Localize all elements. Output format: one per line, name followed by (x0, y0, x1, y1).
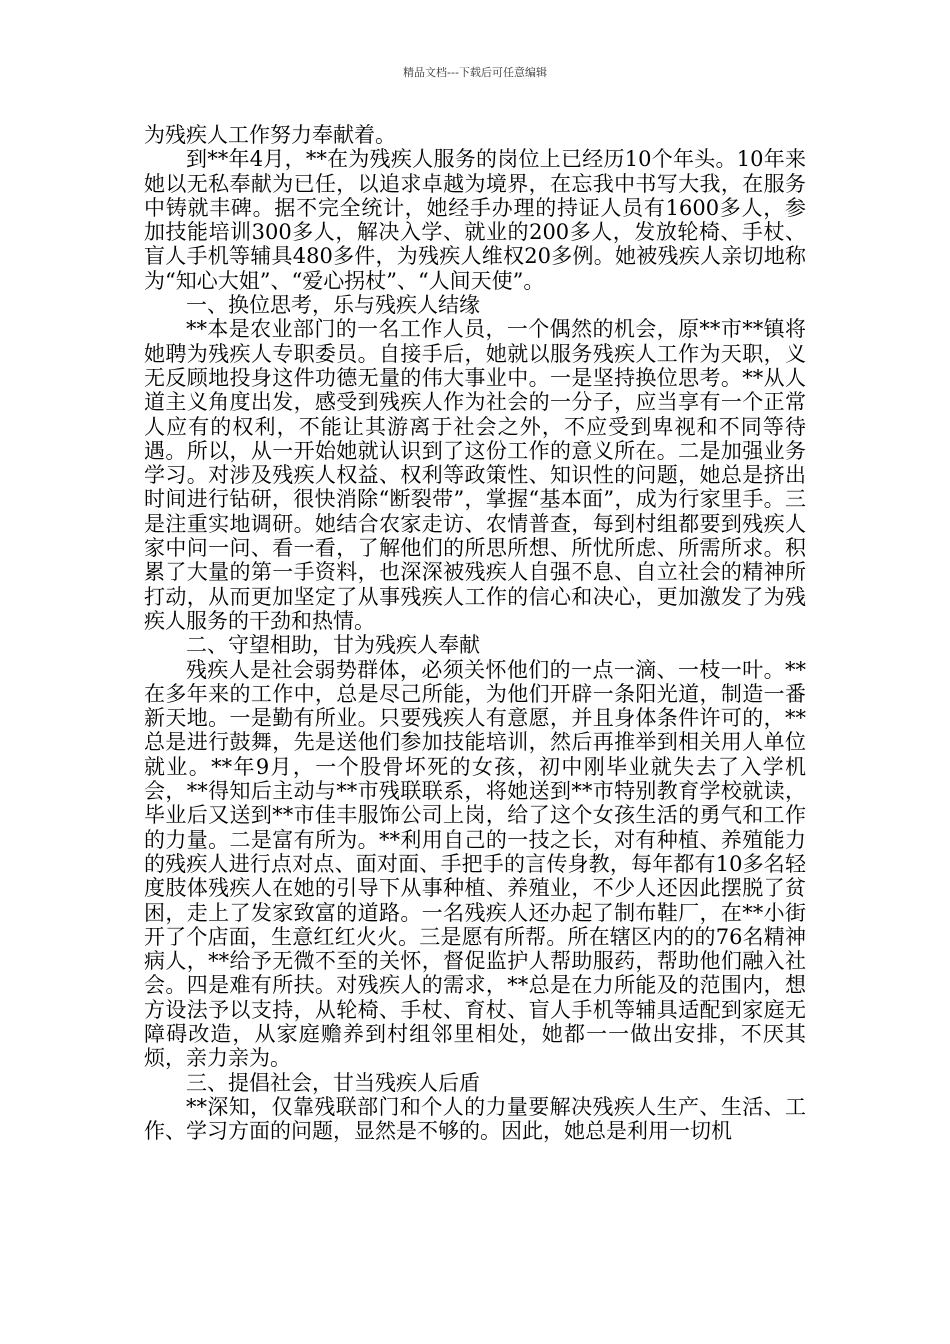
body-paragraph: **深知，仅靠残联部门和个人的力量要解决残疾人生产、生活、工作、学习方面的问题，显然是不够的。因此，她总是利用一切机 (144, 1094, 806, 1144)
body-paragraph: 残疾人是社会弱势群体，必须关怀他们的一点一滴、一枝一叶。**在多年来的工作中，总是尽己所能，为他们开辟一条阳光道，制造一番新天地。一是勤有所业。只要残疾人有意愿，并且身体条件许可的，**总是进行鼓舞，先是送他们参加技能培训，然后再推举到相关用人单位就业。**年9月，一个股骨坏死的女孩，初中刚毕业就失去了入学机会，**得知后主动与**市残联联系，将她送到**市特别教育学校就读，毕业后又送到**市佳丰服饰公司上岗，给了这个女孩生活的勇气和工作的力量。二是富有所为。**利用自己的一技之长，对有种植、养殖能力的残疾人进行点对点、面对面、手把手的言传身教，每年都有10多名轻度肢体残疾人在她的引导下从事种植、养殖业，不少人还因此摆脱了贫困，走上了发家致富的道路。一名残疾人还办起了制布鞋厂，在**小街开了个店面，生意红红火火。三是愿有所帮。所在辖区内的的76名精神病人，**给予无微不至的关怀，督促监护人帮助服药，帮助他们融入社会。四是难有所扶。对残疾人的需求，**总是在力所能及的范围内，想方设法予以支持，从轮椅、手杖、育杖、盲人手机等辅具适配到家庭无障碍改造，从家庭赡养到村组邻里相处，她都一一做出安排，不厌其烦，亲力亲为。 (144, 657, 806, 1071)
body-paragraph: 为残疾人工作努力奉献着。 (144, 123, 396, 147)
section-heading: 三、提倡社会，甘当残疾人后盾 (186, 1070, 480, 1095)
document-body (144, 123, 806, 1143)
body-paragraph: 到**年4月，**在为残疾人服务的岗位上已经历10个年头。10年来她以无私奉献为已任，以追求卓越为境界，在忘我中书写大我，在服务中铸就丰碑。据不完全统计，她经手办理的持证人员有1600多人，参加技能培训300多人，解决入学、就业的200多人，发放轮椅、手杖、盲人手机等辅具480多件，为残疾人维权20多例。她被残疾人亲切地称为“知心大姐”、“爱心拐杖”、“人间天使”。 (144, 147, 806, 293)
section-heading: 二、守望相助，甘为残疾人奉献 (186, 633, 480, 658)
body-paragraph: **本是农业部门的一名工作人员，一个偶然的机会，原**市**镇将她聘为残疾人专职委员。自接手后，她就以服务残疾人工作为天职，义无反顾地投身这件功德无量的伟大事业中。一是坚持换位思考。**从人道主义角度出发，感受到残疾人作为社会的一分子，应当享有一个正常人应有的权利，不能让其游离于社会之外，不应受到卑视和不同等待遇。所以，从一开始她就认识到了这份工作的意义所在。二是加强业务学习。对涉及残疾人权益、权利等政策性、知识性的问题，她总是挤出时间进行钻研，很快消除“断裂带”，掌握“基本面”，成为行家里手。三是注重实地调研。她结合农家走访、农情普查，每到村组都要到残疾人家中问一问、看一看，了解他们的所思所想、所忧所虑、所需所求。积累了大量的第一手资料，也深深被残疾人自强不息、自立社会的精神所打动，从而更加坚定了从事残疾人工作的信心和决心，更加激发了为残疾人服务的干劲和热情。 (144, 317, 806, 633)
page-header: 精品文档---下载后可任意编辑 (403, 66, 547, 79)
section-heading: 一、换位思考，乐与残疾人结缘 (186, 293, 480, 318)
